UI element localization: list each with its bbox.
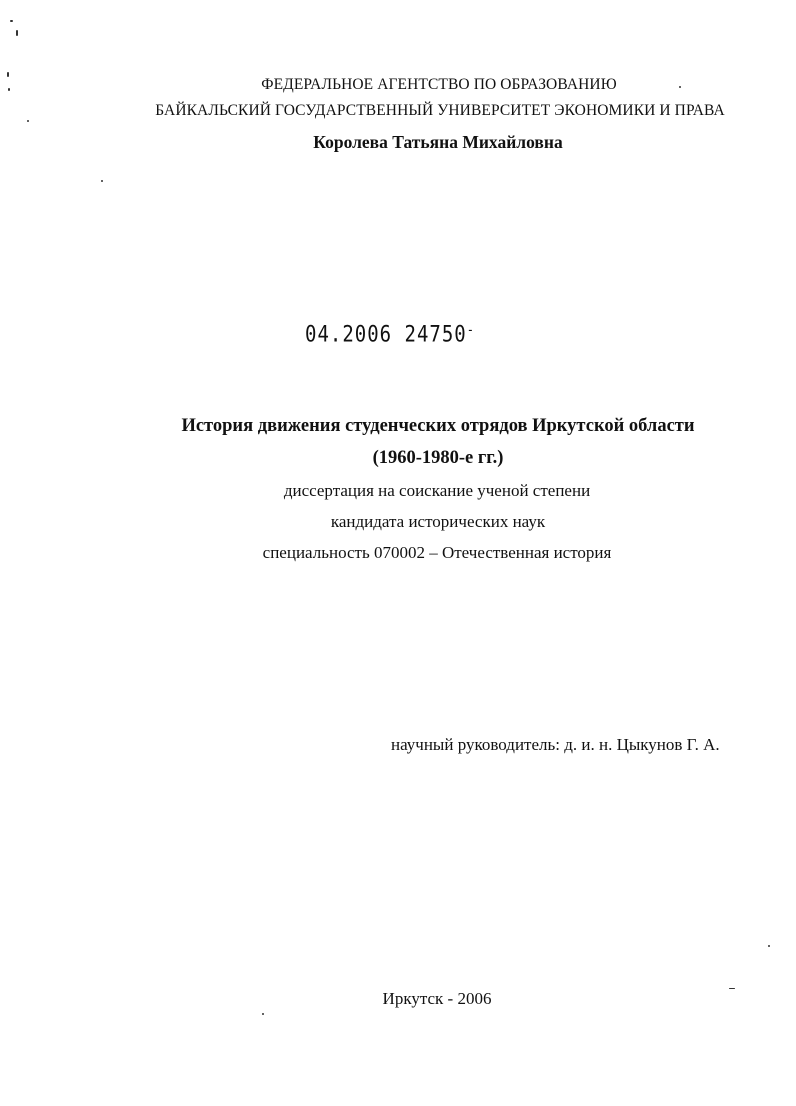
- specialty-line: специальность 070002 – Отечественная история: [262, 543, 612, 562]
- library-stamp-code: [305, 322, 475, 347]
- thesis-title: История движения студенческих отрядов Иркутской области: [181, 416, 695, 436]
- stamp-code-text: 04.2006 24750: [305, 322, 467, 348]
- scan-speck: [768, 945, 770, 947]
- scan-speck: [10, 20, 13, 22]
- field-line: кандидата исторических наук: [330, 512, 546, 531]
- degree-line: диссертация на соискание ученой степени: [283, 481, 591, 500]
- stamp-tick-mark: -: [466, 322, 475, 339]
- agency-heading: ФЕДЕРАЛЬНОЕ АГЕНТСТВО ПО ОБРАЗОВАНИЮ: [261, 76, 617, 93]
- university-heading: БАЙКАЛЬСКИЙ ГОСУДАРСТВЕННЫЙ УНИВЕРСИТЕТ ЭКОНОМИКИ И ПРАВА: [155, 102, 725, 119]
- scan-speck: [262, 1013, 264, 1015]
- thesis-title-years: (1960-1980-е гг.): [372, 448, 504, 468]
- author-name: Королева Татьяна Михайловна: [313, 132, 563, 152]
- supervisor-line: научный руководитель: д. и. н. Цыкунов Г. А.: [391, 735, 720, 754]
- scan-speck: [101, 180, 103, 182]
- scan-speck: [27, 120, 29, 122]
- city-year: Иркутск - 2006: [382, 989, 492, 1008]
- scan-speck: [16, 30, 18, 36]
